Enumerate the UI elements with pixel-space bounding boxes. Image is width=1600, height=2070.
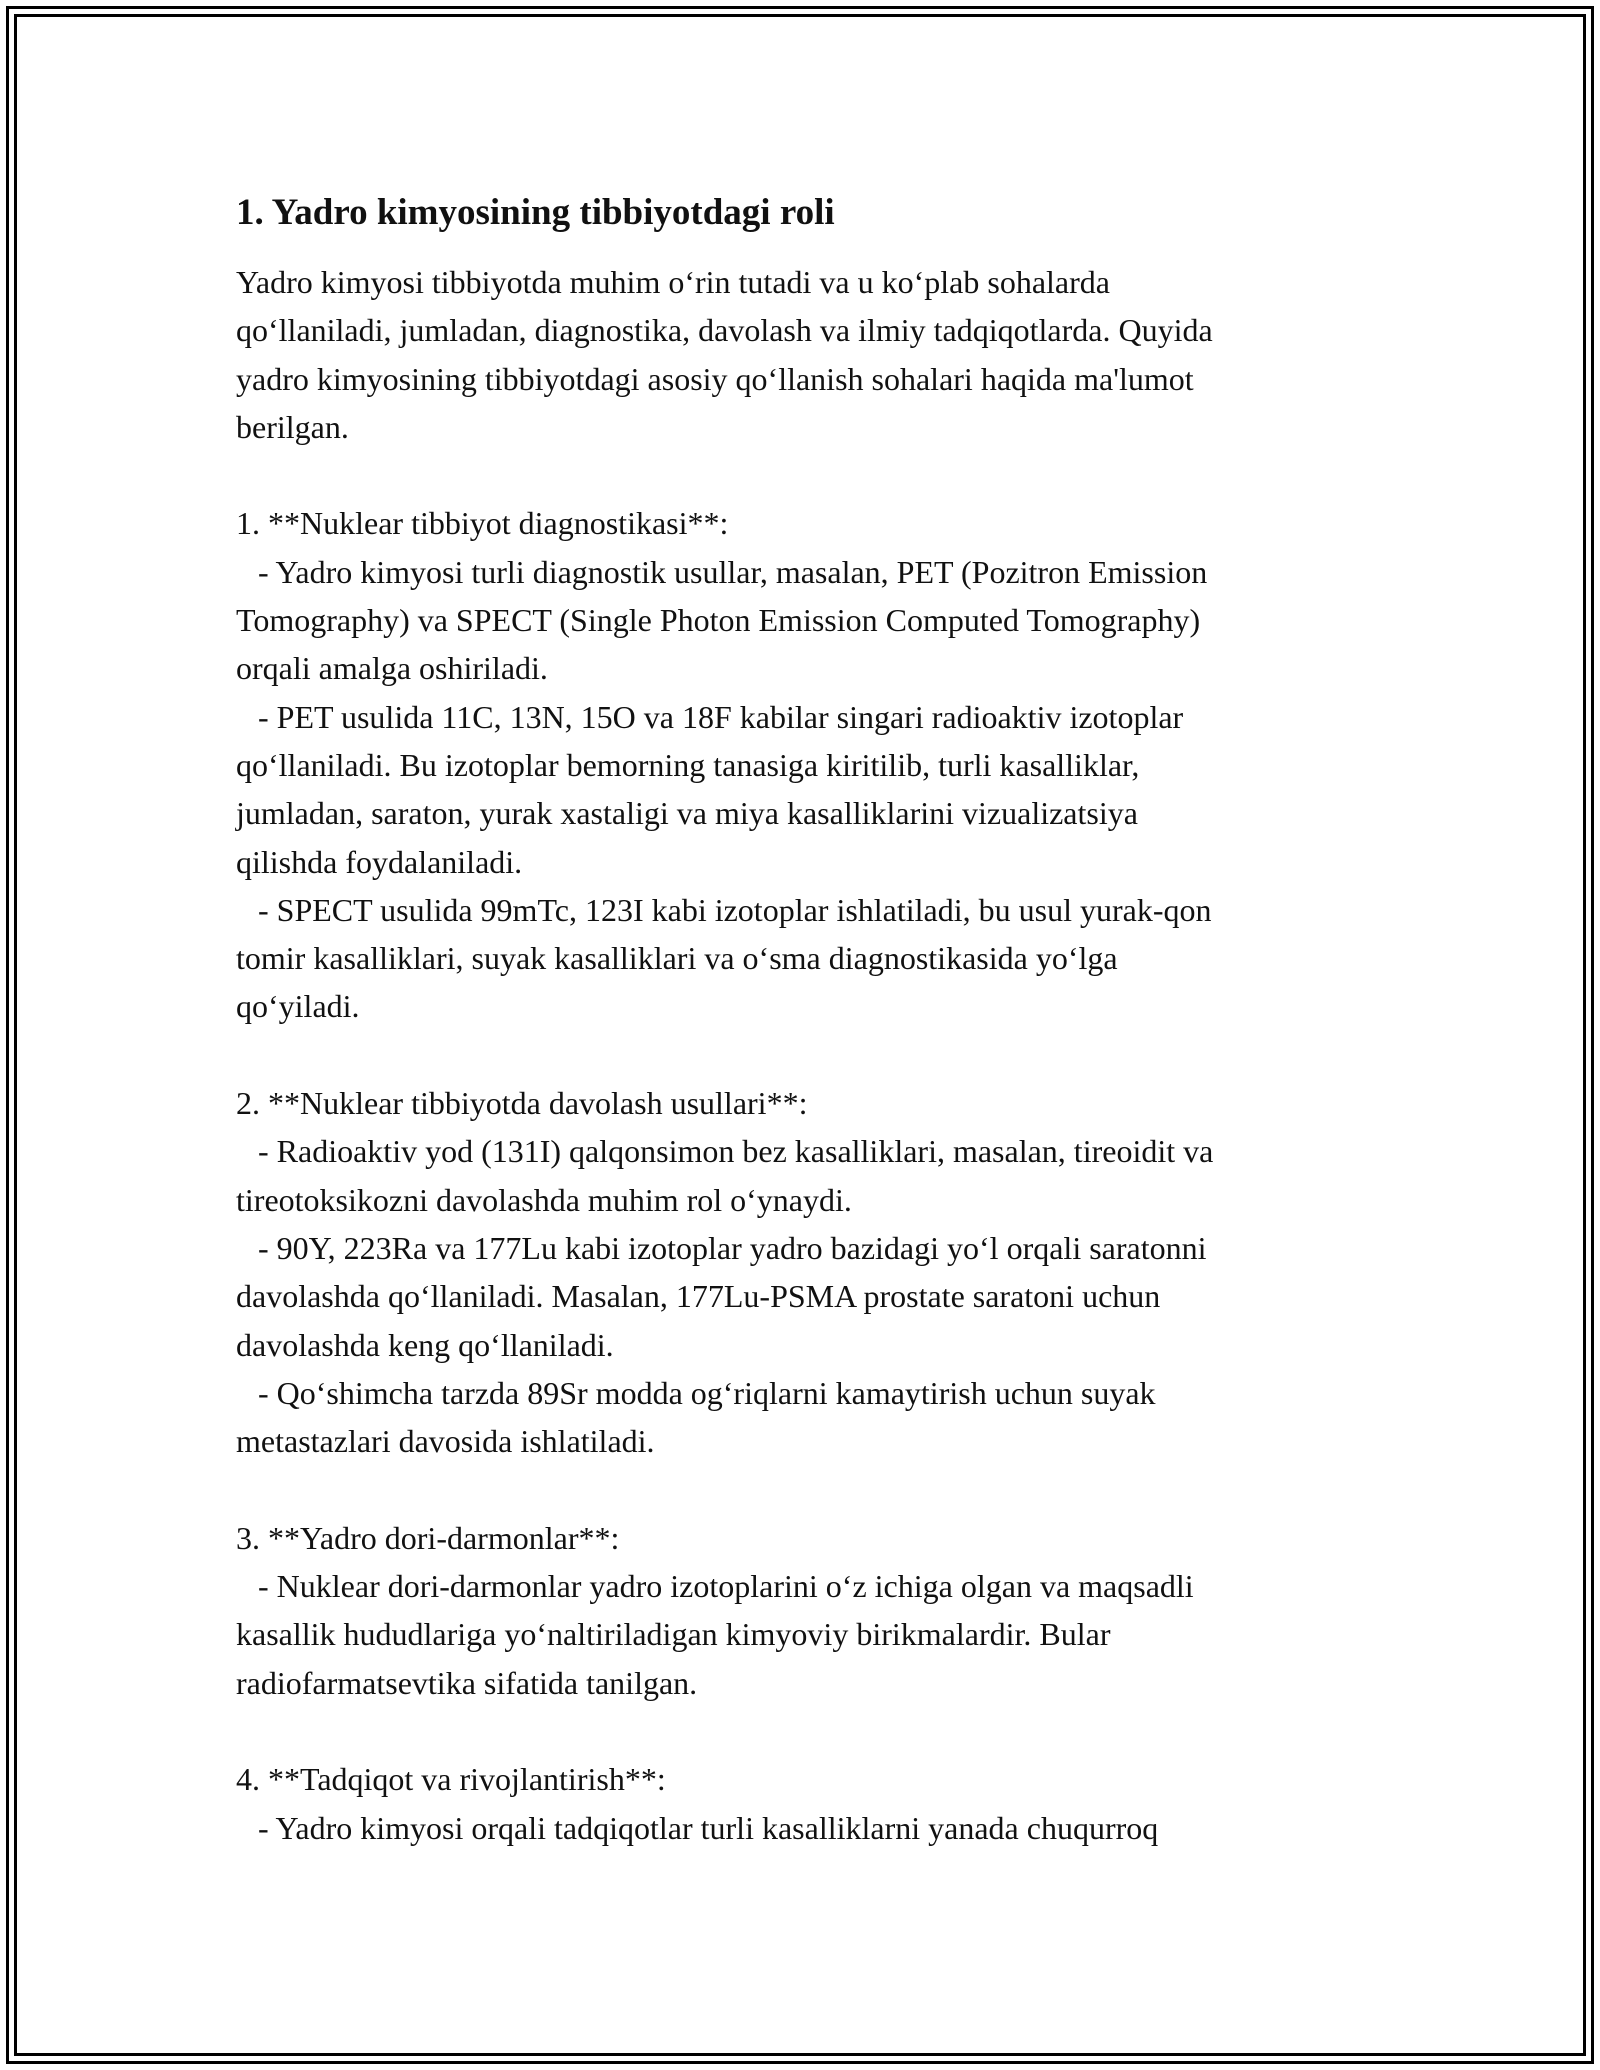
blank-line	[236, 1031, 1376, 1079]
paragraph-line: berilgan.	[236, 408, 349, 445]
bullet-line: - Yadro kimyosi turli diagnostik usullar, masalan, PET (Pozitron Emission	[258, 553, 1208, 590]
bullet-line: - SPECT usulida 99mTc, 123I kabi izotoplar ishlatiladi, bu usul yurak-qon	[258, 891, 1212, 928]
bullet-line: - Qo‘shimcha tarzda 89Sr modda og‘riqlarni kamaytirish uchun suyak	[258, 1374, 1156, 1411]
paragraph-line: kasallik hududlariga yo‘naltiriladigan kimyoviy birikmalardir. Bular	[236, 1616, 1111, 1653]
section-heading: 2. **Nuklear tibbiyotda davolash usullari**:	[236, 1085, 808, 1122]
paragraph-line: qilishda foydalaniladi.	[236, 843, 523, 880]
paragraph-line: davolashda qo‘llaniladi. Masalan, 177Lu-PSMA prostate saratoni uchun	[236, 1278, 1161, 1315]
paragraph-line: orqali amalga oshiriladi.	[236, 650, 548, 687]
bullet-line: - PET usulida 11C, 13N, 15O va 18F kabilar singari radioaktiv izotoplar	[258, 698, 1184, 735]
paragraph-line: tomir kasalliklari, suyak kasalliklari va o‘sma diagnostikasida yo‘lga	[236, 940, 1118, 977]
paragraph-line: Tomography) va SPECT (Single Photon Emission Computed Tomography)	[236, 602, 1201, 639]
paragraph-line: metastazlari davosida ishlatiladi.	[236, 1423, 655, 1460]
bullet-line: - Yadro kimyosi orqali tadqiqotlar turli kasalliklarni yanada chuqurroq	[258, 1809, 1159, 1846]
document-body	[236, 186, 1376, 1852]
bullet-line: - Radioaktiv yod (131I) qalqonsimon bez kasalliklari, masalan, tireoidit va	[258, 1133, 1214, 1170]
paragraph-line: yadro kimyosining tibbiyotdagi asosiy qo‘llanish sohalari haqida ma'lumot	[236, 360, 1194, 397]
paragraph-line: qo‘llaniladi. Bu izotoplar bemorning tanasiga kiritilib, turli kasalliklar,	[236, 746, 1140, 783]
document-title: 1. Yadro kimyosining tibbiyotdagi roli	[236, 192, 835, 233]
blank-line	[236, 451, 1376, 499]
bullet-line: - Nuklear dori-darmonlar yadro izotoplarini o‘z ichiga olgan va maqsadli	[258, 1568, 1194, 1605]
paragraph-line: qo‘llaniladi, jumladan, diagnostika, davolash va ilmiy tadqiqotlarda. Quyida	[236, 312, 1213, 349]
paragraph-line: jumladan, saraton, yurak xastaligi va miya kasalliklarini vizualizatsiya	[236, 795, 1138, 832]
section-heading: 1. **Nuklear tibbiyot diagnostikasi**:	[236, 505, 729, 542]
paragraph-line: davolashda keng qo‘llaniladi.	[236, 1326, 614, 1363]
paragraph-line: qo‘yiladi.	[236, 988, 360, 1025]
blank-line	[236, 1465, 1376, 1513]
paragraph-line: radiofarmatsevtika sifatida tanilgan.	[236, 1664, 698, 1701]
blank-line	[236, 1707, 1376, 1755]
section-heading: 3. **Yadro dori-darmonlar**:	[236, 1519, 620, 1556]
paragraph-line: tireotoksikozni davolashda muhim rol o‘ynaydi.	[236, 1181, 852, 1218]
bullet-line: - 90Y, 223Ra va 177Lu kabi izotoplar yadro bazidagi yo‘l orqali saratonni	[258, 1229, 1207, 1266]
section-heading: 4. **Tadqiqot va rivojlantirish**:	[236, 1761, 666, 1798]
paragraph-line: Yadro kimyosi tibbiyotda muhim o‘rin tutadi va u ko‘plab sohalarda	[236, 264, 1110, 300]
